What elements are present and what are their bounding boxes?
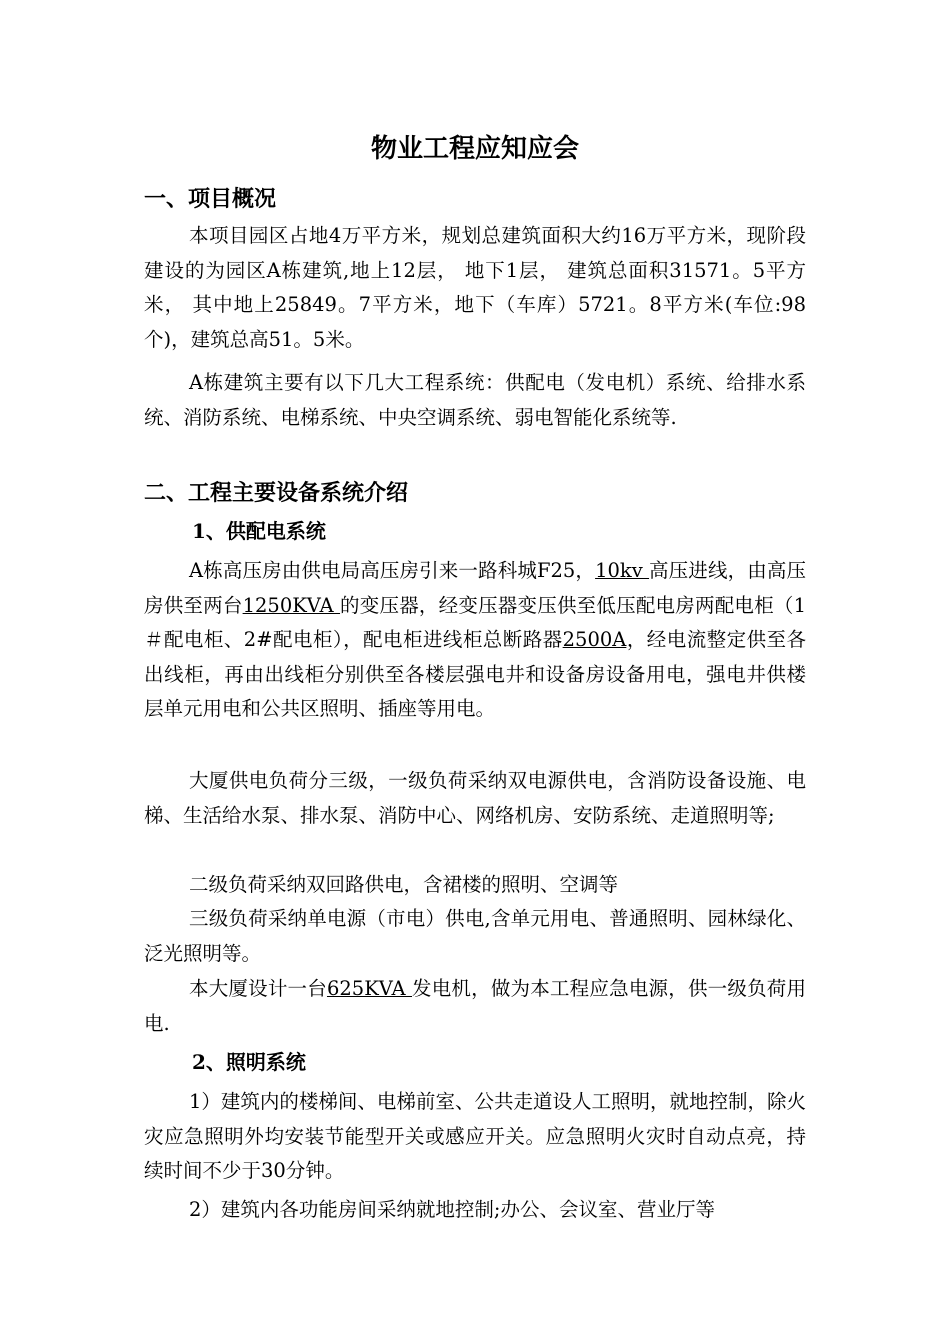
generator-text-a: 本大厦设计一台 [189, 977, 327, 1000]
power-paragraph-5 [144, 972, 806, 1041]
generator-capacity: 625KVA [326, 977, 413, 1000]
overview-paragraph-2: A栋建筑主要有以下几大工程系统：供配电（发电机）系统、给排水系统、消防系统、电梯系统、中央空调系统、弱电智能化系统等. [144, 371, 806, 429]
breaker-rating: 2500A [562, 628, 627, 651]
transformer-capacity: 1250KVA [242, 593, 341, 617]
power-text-d: ，经电流整定供至各出线柜，再由出线柜分别供至各楼层强电井和设备房设备用电，强电井供楼层单元用电和公共区照明、插座等用电。 [144, 628, 806, 720]
generator-text-b: 发电机，做为本工程应急电源，供一级负荷用电. [144, 977, 806, 1035]
lighting-paragraph-2: 2）建筑内各功能房间采纳就地控制;办公、会议室、营业厅等 [189, 1198, 715, 1221]
document-title: 物业工程应知应会 [370, 134, 579, 164]
section-heading-systems: 二、工程主要设备系统介绍 [144, 480, 409, 506]
power-paragraph-3: 二级负荷采纳双回路供电，含裙楼的照明、空调等 [189, 873, 619, 896]
section-heading-overview: 一、项目概况 [144, 186, 277, 212]
overview-paragraph-1: 本项目园区占地4万平方米，规划总建筑面积大约16万平方米，现阶段建设的为园区A栋建筑,地上12层， 地下1层， 建筑总面积31571。5平方米， 其中地上25849。7平方米，地下（车库）5721。8平方米(车位:98个)，建筑总高51。5米。 [144, 224, 806, 351]
power-text-c: 的变压器，经变压器变压供至低压配电房两配电柜（1＃配电柜、2#配电柜），配电柜进线柜总断路器 [144, 593, 806, 651]
power-text-b: 高压进线，由高压房供至两台 [144, 559, 806, 617]
subsection-heading-power: 1、供配电系统 [192, 519, 326, 543]
power-paragraph-1 [144, 554, 806, 727]
voltage-value: 10kv [595, 559, 650, 582]
power-paragraph-2: 大厦供电负荷分三级，一级负荷采纳双电源供电，含消防设备设施、电梯、生活给水泵、排水泵、消防中心、网络机房、安防系统、走道照明等; [144, 769, 806, 827]
power-paragraph-4: 三级负荷采纳单电源（市电）供电,含单元用电、普通照明、园林绿化、泛光照明等。 [144, 907, 806, 965]
lighting-paragraph-1: 1）建筑内的楼梯间、电梯前室、公共走道设人工照明，就地控制，除火灾应急照明外均安装节能型开关或感应开关。应急照明火灾时自动点亮，持续时间不少于30分钟。 [144, 1090, 806, 1182]
power-text-a: A栋高压房由供电局高压房引来一路科城F25， [189, 559, 596, 582]
subsection-heading-lighting: 2、照明系统 [192, 1050, 306, 1074]
